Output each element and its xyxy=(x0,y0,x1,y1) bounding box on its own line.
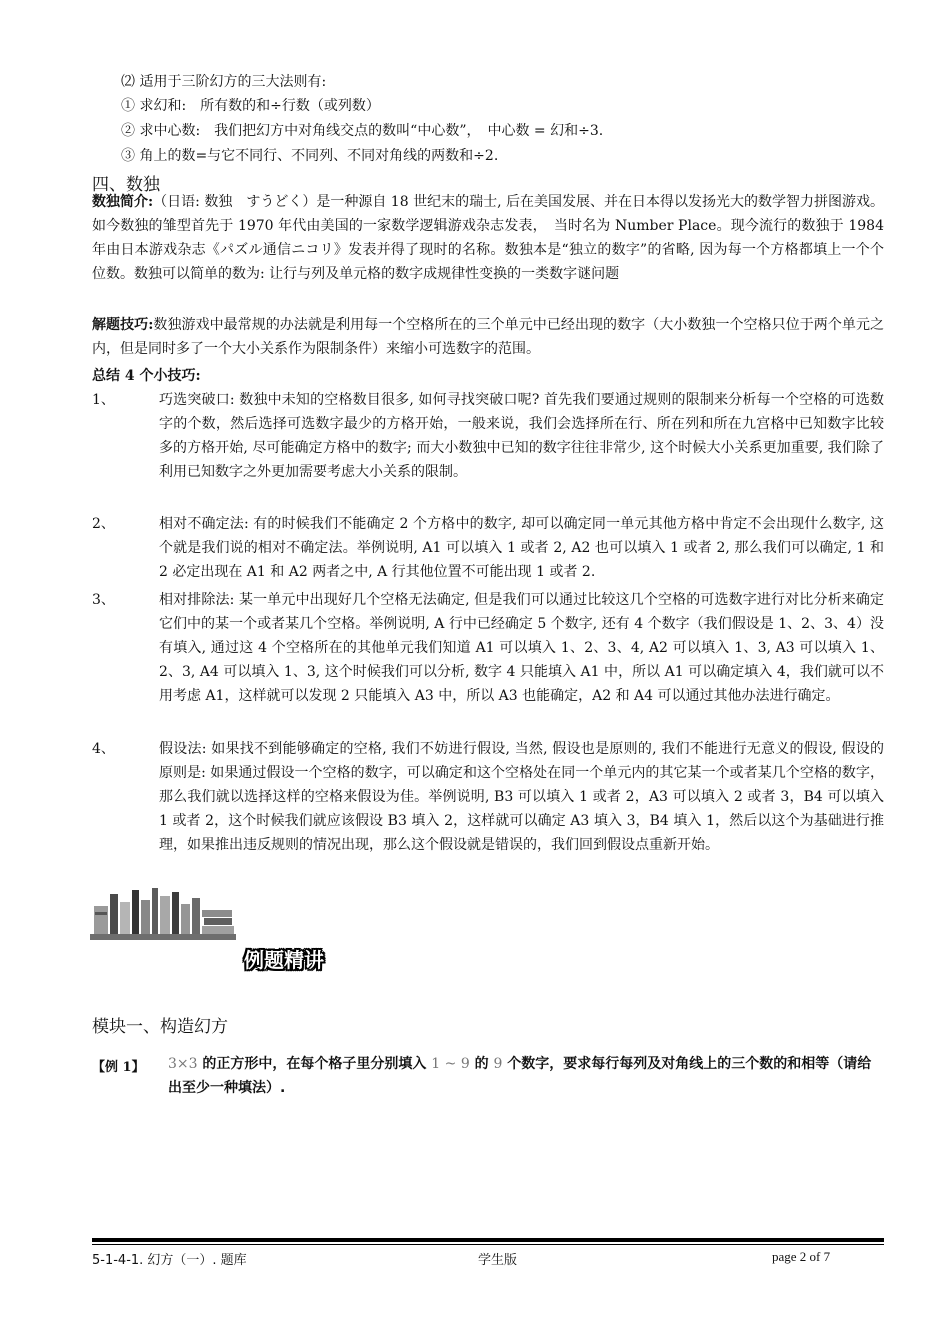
footer-edition: 学生版 xyxy=(478,1253,518,1268)
tip-text: 巧选突破口: 数独中未知的空格数目很多, 如何寻找突破口呢? 首先我们要通过规则的限制来分析每一个空格的可选数字的个数，然后选择可选数字最少的方格开始，一般来说，我们会选择所在行、所在列和所在九宫格中已知数字比较多的方格开始, 尽可能确定方格中的数字; 而大小数独中已知的数字往往非常少, 这个时候大小关系更加重要, 我们除了利用已知数字之外更加需要考虑大小关系的限制。 xyxy=(159,392,884,480)
tip-item xyxy=(92,588,884,708)
footer-divider xyxy=(92,1238,884,1242)
sudoku-intro-text: （日语: 数独 すうどく）是一种源自 18 世纪末的瑞士, 后在美国发展、并在日本得以发扬光大的数学智力拼图游戏。如今数独的雏型首先于 1970 年代由美国的一家数学逻辑游戏杂志发表， 当时名为 Number Place。现今流行的数独于 1984 年由日本游戏杂志《パズル通信ニコリ》发表并得了现时的名称。数独本是“独立的数字”的省略, 因为每一个方格都填上一个个位数。数独可以简单的数为: 让行与列及单元格的数字成规律性变换的一类数字谜问题 xyxy=(92,194,884,282)
sudoku-intro-label: 数独简介: xyxy=(92,194,154,210)
sudoku-intro-paragraph xyxy=(92,190,884,286)
technique-text: 数独游戏中最常规的办法就是利用每一个空格所在的三个单元中已经出现的数字（大小数独一个空格只位于两个单元之内，但是同时多了一个大小关系作为限制条件）来缩小可选数字的范围。 xyxy=(92,317,884,357)
module-title: 模块一、构造幻方 xyxy=(92,1017,228,1037)
tip-text: 相对排除法: 某一单元中出现好几个空格无法确定, 但是我们可以通过比较这几个空格的可选数字进行对比分析来确定它们中的某一个或者某几个空格。举例说明, A 行中已经确定 5 个数字, 还有 4 个数字（我们假设是 1、2、3、4）没有填入, 通过这 4 个空格所在的其他单元我们知道 A1 可以填入 1、2、3、4, A2 可以填入 1、3, A3 可以填入 1、2、3, A4 可以填入 1、3, 这个时候我们可以分析, 数字 4 只能填入 A1 中，所以 A1 可以确定填入 4，我们就可以不用考虑 A1，这样就可以发现 2 只能填入 A3 中，所以 A3 也能确定，A2 和 A4 可以通过其他办法进行确定。 xyxy=(159,592,884,704)
example-label: 【例 1】 xyxy=(92,1060,145,1075)
footer-doc-id: 5-1-4-1. 幻方（一）. 题库 xyxy=(92,1253,247,1268)
tip-text: 相对不确定法: 有的时候我们不能确定 2 个方格中的数字, 却可以确定同一单元其他方格中肯定不会出现什么数字, 这个就是我们说的相对不确定法。举例说明, A1 可以填入 1 或者 2, A2 也可以填入 1 或者 2, 那么我们可以确定, 1 和 2 必定出现在 A1 和 A2 两者之中, A 行其他位置不可能出现 1 或者 2. xyxy=(159,516,884,580)
tip-text: 假设法: 如果找不到能够确定的空格, 我们不妨进行假设, 当然, 假设也是原则的, 我们不能进行无意义的假设, 假设的原则是: 如果通过假设一个空格的数字，可以确定和这个空格处在同一个单元内的其它某一个或者某几个空格的数字，那么我们就以选择这样的空格来假设为佳。举例说明, B3 可以填入 1 或者 2，A3 可以填入 2 或者 3，B4 可以填入 1 或者 2，这个时候我们就应该假设 B3 填入 2，这样就可以确定 A3 填入 3，B4 填入 1，然后以这个为基础进行推理，如果推出违反规则的情况出现，那么这个假设就是错误的，我们回到假设点重新开始。 xyxy=(159,741,884,853)
rule-corner-number: ③ 角上的数=与它不同行、不同列、不同对角线的两数和÷2. xyxy=(121,148,499,164)
tip-number: 3、 xyxy=(92,592,115,608)
tip-number: 2、 xyxy=(92,516,115,532)
technique-paragraph xyxy=(92,313,884,361)
tip-item xyxy=(92,512,884,584)
books-icon xyxy=(90,884,238,942)
footer-divider-thin xyxy=(92,1244,884,1245)
footer-page-number: page 2 of 7 xyxy=(772,1249,831,1264)
rule-magic-sum: ① 求幻和: 所有数的和÷行数（或列数） xyxy=(121,98,380,114)
tip-item xyxy=(92,737,884,857)
section-heading-sudoku: 四、数独 xyxy=(92,175,160,195)
technique-label: 解题技巧: xyxy=(92,317,154,333)
tip-number: 4、 xyxy=(92,741,115,757)
rules-intro: ⑵ 适用于三阶幻方的三大法则有: xyxy=(121,74,327,90)
summary-title: 总结 4 个小技巧: xyxy=(92,368,201,384)
example-banner: 例题精讲 xyxy=(244,948,324,972)
tip-item xyxy=(92,388,884,484)
example-question: 3×3 的正方形中，在每个格子里分别填入 1 ~ 9 的 9 个数字，要求每行每列及对角线上的三个数的和相等（请给出至少一种填法）. xyxy=(168,1056,872,1096)
rule-center-number: ② 求中心数: 我们把幻方中对角线交点的数叫“中心数”， 中心数 = 幻和÷3. xyxy=(121,123,604,139)
tip-number: 1、 xyxy=(92,392,115,408)
